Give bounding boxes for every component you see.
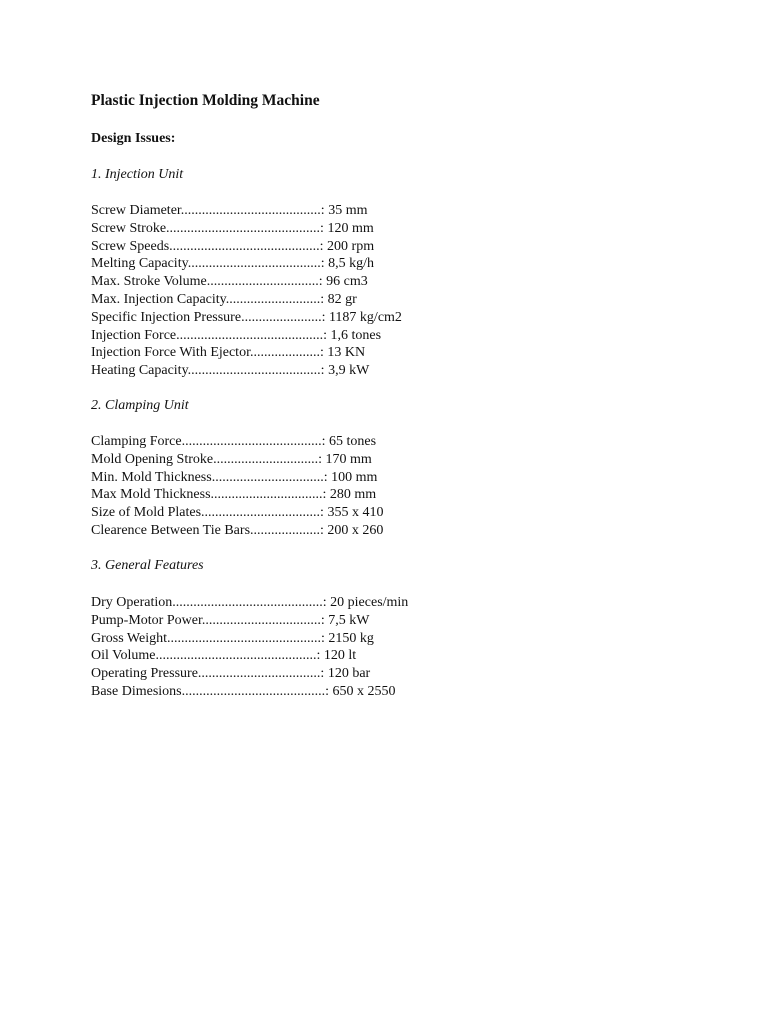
spec-label: Max. Stroke Volume bbox=[91, 274, 207, 290]
document-subtitle: Design Issues: bbox=[91, 131, 176, 146]
spec-row bbox=[91, 433, 383, 451]
spec-dots: ........................................... bbox=[172, 595, 323, 610]
spec-label: Base Dimesions bbox=[91, 683, 182, 699]
spec-separator: : bbox=[319, 238, 324, 254]
spec-list-general-features bbox=[91, 594, 408, 701]
spec-label: Heating Capacity bbox=[91, 363, 188, 379]
spec-separator: : bbox=[320, 522, 324, 538]
spec-label: Clamping Force bbox=[91, 434, 182, 449]
spec-dots: .............................................. bbox=[155, 648, 317, 664]
spec-row bbox=[91, 309, 402, 327]
spec-label: Max Mold Thickness bbox=[91, 487, 211, 503]
spec-row bbox=[91, 612, 408, 630]
spec-value: 200 x 260 bbox=[323, 522, 384, 538]
spec-separator: : bbox=[320, 612, 325, 628]
document-title: Plastic Injection Molding Machine bbox=[91, 92, 320, 109]
spec-row bbox=[91, 327, 402, 345]
spec-label: Screw Speeds bbox=[91, 238, 170, 254]
spec-row bbox=[91, 683, 408, 701]
spec-value: 280 mm bbox=[326, 487, 377, 503]
spec-row bbox=[91, 665, 408, 683]
spec-list-clamping-unit bbox=[91, 433, 383, 540]
spec-separator: : bbox=[320, 363, 325, 379]
spec-dots: ......................................... bbox=[181, 683, 326, 699]
section-heading-general-features: 3. General Features bbox=[91, 558, 204, 573]
spec-value: 82 gr bbox=[324, 291, 357, 307]
spec-dots: .................................. bbox=[201, 505, 321, 521]
spec-separator: : bbox=[320, 666, 325, 682]
spec-list-injection-unit bbox=[91, 202, 402, 380]
spec-label: Clearence Between Tie Bars bbox=[91, 522, 251, 538]
spec-label: Oil Volume bbox=[91, 648, 156, 664]
spec-dots: ...................................... bbox=[187, 363, 321, 379]
spec-label: Injection Force With Ejector bbox=[91, 345, 250, 361]
spec-row bbox=[91, 469, 383, 487]
spec-dots: ........................................... bbox=[169, 238, 320, 254]
spec-value: 120 lt bbox=[320, 648, 357, 664]
spec-separator: : bbox=[318, 274, 323, 290]
spec-separator: : bbox=[320, 291, 325, 307]
spec-row bbox=[91, 451, 383, 469]
spec-row bbox=[91, 291, 402, 309]
spec-row bbox=[91, 594, 408, 612]
spec-label: Gross Weight bbox=[91, 630, 168, 646]
spec-row bbox=[91, 362, 402, 380]
spec-separator: : bbox=[316, 648, 321, 664]
spec-separator: : bbox=[323, 469, 328, 485]
spec-row bbox=[91, 273, 402, 291]
spec-value: 2150 kg bbox=[324, 630, 374, 646]
spec-label: Min. Mold Thickness bbox=[91, 469, 212, 485]
spec-value: 170 mm bbox=[322, 451, 372, 467]
spec-label: Operating Pressure bbox=[91, 666, 198, 682]
spec-value: 120 mm bbox=[323, 220, 374, 236]
spec-label: Melting Capacity bbox=[91, 256, 188, 272]
spec-dots: .................... bbox=[249, 345, 320, 361]
spec-separator: : bbox=[322, 595, 327, 610]
spec-dots: .............................. bbox=[213, 451, 319, 467]
spec-dots: ........................... bbox=[225, 291, 321, 307]
spec-label: Injection Force bbox=[91, 327, 177, 343]
spec-label: Dry Operation bbox=[91, 595, 173, 610]
spec-row bbox=[91, 344, 402, 362]
spec-label: Max. Injection Capacity bbox=[91, 291, 226, 307]
spec-separator: : bbox=[321, 309, 326, 325]
spec-row bbox=[91, 486, 383, 504]
spec-label: Pump-Motor Power bbox=[91, 612, 202, 628]
spec-dots: ................................ bbox=[210, 487, 323, 503]
spec-dots: .................... bbox=[250, 522, 321, 538]
spec-separator: : bbox=[320, 203, 325, 218]
spec-value: 355 x 410 bbox=[323, 505, 384, 521]
spec-row bbox=[91, 504, 383, 522]
spec-label: Screw Stroke bbox=[91, 220, 167, 236]
spec-separator: : bbox=[321, 630, 325, 646]
spec-value: 100 mm bbox=[327, 469, 378, 485]
spec-separator: : bbox=[321, 434, 326, 449]
spec-value: 65 tones bbox=[325, 434, 377, 449]
spec-dots: ....................... bbox=[241, 309, 322, 325]
spec-row bbox=[91, 647, 408, 665]
section-heading-injection-unit: 1. Injection Unit bbox=[91, 167, 184, 182]
spec-separator: : bbox=[323, 327, 328, 343]
spec-value: 650 x 2550 bbox=[329, 683, 396, 699]
spec-value: 96 cm3 bbox=[322, 274, 368, 290]
spec-separator: : bbox=[322, 487, 327, 503]
spec-value: 1187 kg/cm2 bbox=[325, 309, 402, 325]
spec-value: 8,5 kg/h bbox=[324, 256, 374, 272]
spec-dots: ........................................ bbox=[180, 203, 321, 218]
spec-dots: ................................ bbox=[211, 469, 324, 485]
spec-dots: ................................ bbox=[206, 274, 319, 290]
spec-value: 20 pieces/min bbox=[326, 595, 409, 610]
spec-value: 13 KN bbox=[323, 345, 366, 361]
spec-dots: ............................................ bbox=[166, 220, 321, 236]
spec-dots: ...................................... bbox=[187, 256, 321, 272]
spec-dots: ................................... bbox=[197, 666, 321, 682]
section-heading-clamping-unit: 2. Clamping Unit bbox=[91, 398, 189, 413]
spec-row bbox=[91, 202, 402, 220]
spec-separator: : bbox=[325, 683, 329, 699]
spec-row bbox=[91, 220, 402, 238]
spec-value: 1,6 tones bbox=[327, 327, 382, 343]
spec-separator: : bbox=[320, 220, 324, 236]
spec-row bbox=[91, 255, 402, 273]
spec-label: Size of Mold Plates bbox=[91, 505, 202, 521]
spec-value: 7,5 kW bbox=[324, 612, 370, 628]
spec-row bbox=[91, 630, 408, 648]
spec-row bbox=[91, 238, 402, 256]
spec-label: Screw Diameter bbox=[91, 203, 181, 218]
spec-separator: : bbox=[320, 505, 324, 521]
spec-row bbox=[91, 522, 383, 540]
spec-dots: ............................................ bbox=[167, 630, 322, 646]
spec-label: Mold Opening Stroke bbox=[91, 451, 214, 467]
spec-value: 120 bar bbox=[324, 666, 371, 682]
spec-value: 35 mm bbox=[324, 203, 368, 218]
spec-separator: : bbox=[318, 451, 322, 467]
spec-value: 3,9 kW bbox=[324, 363, 370, 379]
spec-separator: : bbox=[320, 256, 325, 272]
spec-separator: : bbox=[319, 345, 324, 361]
spec-dots: ........................................ bbox=[181, 434, 322, 449]
spec-dots: .......................................... bbox=[176, 327, 324, 343]
spec-value: 200 rpm bbox=[323, 238, 375, 254]
spec-label: Specific Injection Pressure bbox=[91, 309, 242, 325]
spec-dots: .................................. bbox=[201, 612, 321, 628]
